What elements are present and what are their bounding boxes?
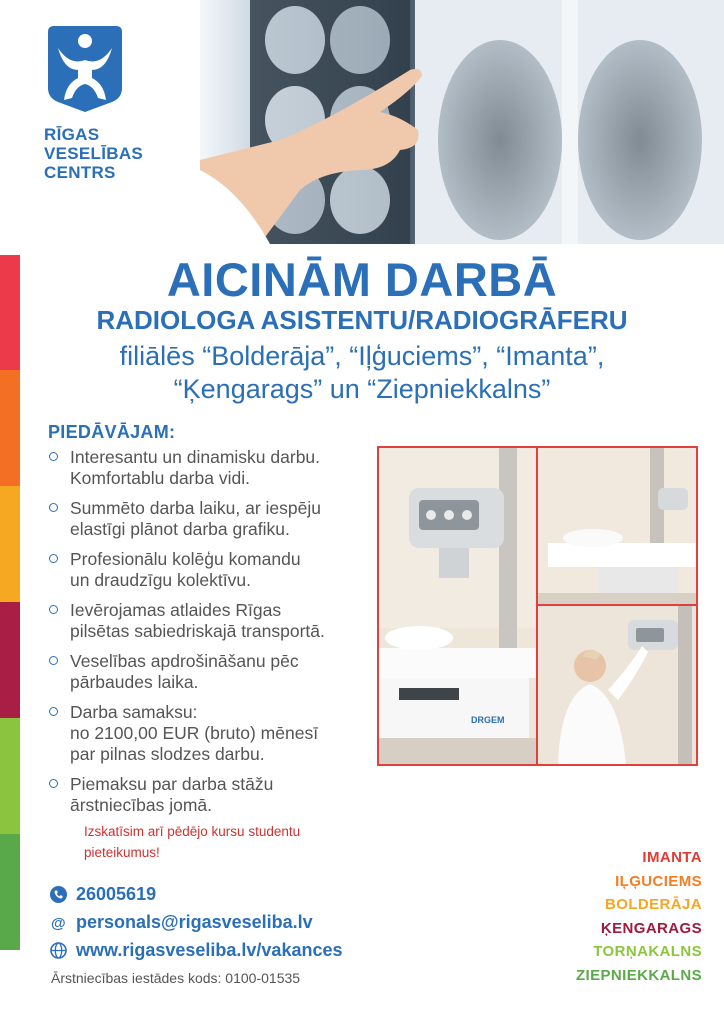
at-icon	[50, 914, 67, 931]
position-title: RADIOLOGA ASISTENTU/RADIOGRĀFERU	[96, 305, 628, 335]
branches-line-2: “Ķengarags” un “Ziepniekkalns”	[173, 374, 551, 404]
strip-segment	[0, 602, 20, 718]
branch-item: BOLDERĀJA	[605, 896, 702, 913]
circle-bullet-icon	[49, 503, 58, 512]
svg-text:@: @	[51, 915, 66, 931]
institution-code: Ārstniecības iestādes kods: 0100-01535	[51, 970, 301, 986]
list-item	[48, 447, 378, 489]
strip-segment	[0, 834, 20, 950]
hero-xray-image	[200, 0, 724, 244]
email-contact[interactable]	[50, 912, 313, 933]
branch-item: TORŅAKALNS	[593, 943, 702, 960]
branch-item: IĻĢUCIEMS	[615, 872, 702, 890]
list-item	[48, 774, 378, 816]
xray-room-photo	[377, 446, 536, 766]
offer-text: Profesionālu kolēģu komandu un draudzīgu kolektīvu.	[70, 549, 301, 590]
offer-text: Ievērojamas atlaides Rīgas pilsētas sabiedriskajā transportā.	[70, 600, 325, 641]
logo-line-2: VESELĪBAS	[44, 144, 144, 163]
offer-list	[48, 447, 378, 825]
logo-line-1: RĪGAS	[44, 125, 100, 144]
offer-text: Darba samaksu: no 2100,00 EUR (bruto) mēnesī par pilnas slodzes darbu.	[70, 702, 319, 764]
logo	[44, 26, 174, 182]
phone-number: 26005619	[76, 884, 157, 904]
branch-item: IMANTA	[642, 849, 702, 866]
circle-bullet-icon	[49, 779, 58, 788]
strip-segment	[0, 486, 20, 602]
photo-brand-label: DRGEM	[471, 715, 505, 725]
circle-bullet-icon	[49, 452, 58, 461]
offer-text: Interesantu un dinamisku darbu. Komfortablu darba vidi.	[70, 447, 321, 488]
circle-bullet-icon	[49, 554, 58, 563]
offer-text: Summēto darba laiku, ar iespēju elastīgi plānot darba grafiku.	[70, 498, 321, 539]
list-item	[48, 498, 378, 540]
branches-subtitle	[0, 340, 724, 406]
student-note: Izskatīsim arī pēdējo kursu studentu pieteikumus!	[84, 824, 301, 860]
list-item	[48, 549, 378, 591]
web-contact[interactable]	[50, 940, 343, 961]
logo-text	[44, 125, 174, 182]
branch-item: ĶENGARAGS	[600, 919, 702, 937]
phone-contact[interactable]	[50, 884, 156, 905]
xray-table-photo	[536, 446, 698, 606]
logo-mark-icon	[48, 26, 122, 112]
list-item	[48, 600, 378, 642]
circle-bullet-icon	[49, 707, 58, 716]
list-item	[48, 651, 378, 693]
offer-text: Veselības apdrošināšanu pēc pārbaudes laika.	[70, 651, 299, 692]
branch-list	[482, 846, 702, 987]
offer-text: Piemaksu par darba stāžu ārstniecības jomā.	[70, 774, 274, 815]
branches-line-1: filiālēs “Bolderāja”, “Iļģuciems”, “Imanta”,	[119, 341, 605, 371]
circle-bullet-icon	[49, 605, 58, 614]
phone-icon	[50, 886, 67, 903]
radiographer-photo	[536, 606, 698, 766]
website-link: www.rigasveseliba.lv/vakances	[76, 940, 343, 960]
logo-line-3: CENTRS	[44, 163, 116, 182]
strip-segment	[0, 718, 20, 834]
page-title: AICINĀM DARBĀ	[166, 253, 558, 306]
globe-icon	[50, 942, 67, 959]
list-item	[48, 702, 378, 765]
branch-item: ZIEPNIEKKALNS	[575, 966, 702, 984]
circle-bullet-icon	[49, 656, 58, 665]
offer-heading: PIEDĀVĀJAM:	[48, 422, 176, 442]
email-address: personals@rigasveseliba.lv	[76, 912, 313, 932]
